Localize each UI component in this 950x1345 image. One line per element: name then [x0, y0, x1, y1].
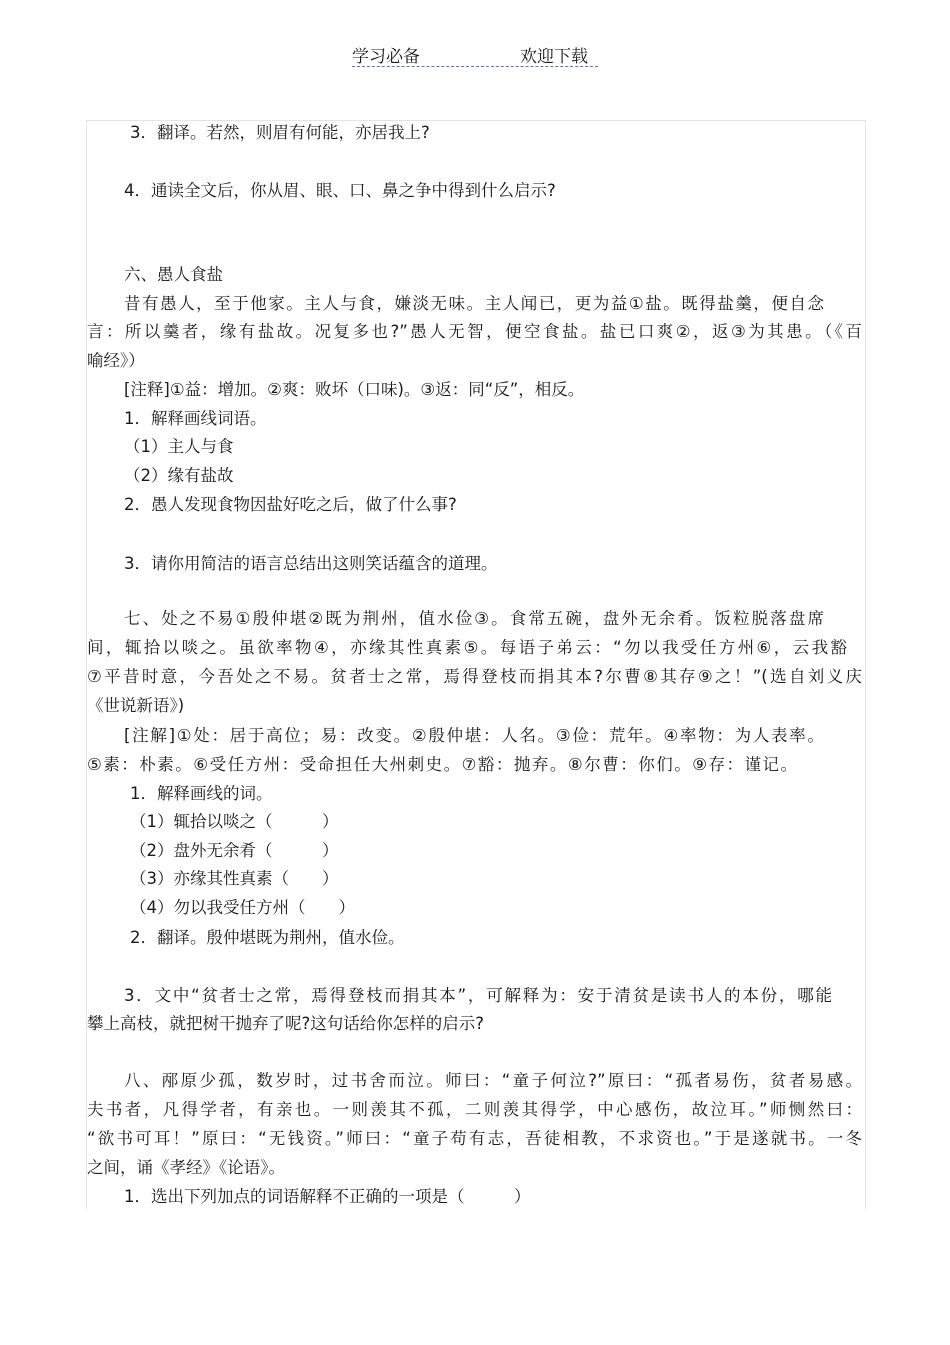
text-line: 3．翻译。若然，则眉有何能，亦居我上?	[130, 123, 430, 142]
text-line: 3．请你用简洁的语言总结出这则笑话蕴含的道理。	[124, 554, 498, 573]
text-line: 4．通读全文后，你从眉、眼、口、鼻之争中得到什么启示?	[124, 181, 556, 200]
text-line: 喻经》）	[87, 351, 145, 370]
text-line: 1．选出下列加点的词语解释不正确的一项是（ ）	[124, 1187, 531, 1206]
text-line: ⑦平昔时意，今吾处之不易。贫者士之常，焉得登枝而捐其本?尔曹⑧其存⑨之！”(选自刘义庆	[87, 667, 862, 686]
text-line: 六、愚人食盐	[124, 265, 223, 284]
text-line: 《世说新语》)	[87, 696, 185, 715]
text-line: 攀上高枝，就把树干抛弃了呢?这句话给你怎样的启示?	[87, 1014, 485, 1033]
text-line: 1．解释画线的词。	[130, 784, 273, 803]
text-line: （2）盘外无余肴（ ）	[130, 841, 339, 860]
text-line: 七、处之不易①殷仲堪②既为荆州，值水俭③。食常五碗，盘外无余肴。饭粒脱落盘席	[124, 609, 824, 628]
text-line: 2．愚人发现食物因盐好吃之后，做了什么事?	[124, 495, 457, 514]
text-line: 1．解释画线词语。	[124, 409, 267, 428]
text-line: “欲书可耳！”原曰：“无钱资。”师曰：“童子苟有志，吾徒相教，不求资也。”于是遂就书。一冬	[87, 1129, 862, 1148]
text-line: 3．文中“贫者士之常，焉得登枝而捐其本”，可解释为：安于清贫是读书人的本份，哪能	[124, 986, 832, 1005]
text-line: （2）缘有盐故	[124, 466, 234, 485]
text-line: 昔有愚人，至于他家。主人与食，嫌淡无味。主人闻已，更为益①盐。既得盐羹，便自念	[124, 294, 824, 313]
text-line: ⑤素：朴素。⑥受任方州：受命担任大州刺史。⑦豁：抛弃。⑧尔曹：你们。⑨存：谨记。	[87, 755, 797, 774]
text-line: 2．翻译。殷仲堪既为荆州，值水俭。	[130, 928, 405, 947]
text-line: [注释]①益：增加。②爽：败坏（口味)。③返：同“反”，相反。	[124, 380, 585, 399]
text-line: （1）辄拾以啖之（ ）	[130, 812, 339, 831]
text-line: （1）主人与食	[124, 437, 234, 456]
text-line: 间，辄拾以啖之。虽欲率物④，亦缘其性真素⑤。每语子弟云：“勿以我受任方州⑥，云我豁	[87, 638, 847, 657]
text-line: 夫书者，凡得学者，有亲也。一则羡其不孤，二则羡其得学，中心感伤，故泣耳。”师恻然曰：	[87, 1100, 862, 1119]
text-line: （4）勿以我受任方州（ ）	[130, 898, 355, 917]
text-line: （3）亦缘其性真素（ ）	[130, 869, 339, 888]
header-left-text: 学习必备	[352, 47, 420, 67]
text-line: 之间，诵《孝经》《论语》。	[87, 1158, 285, 1177]
page-header	[352, 40, 598, 67]
text-line: 言：所以羹者，缘有盐故。况复多也?”愚人无智，便空食盐。盐已口爽②，返③为其患。（《百	[87, 322, 862, 341]
text-line: 八、邴原少孤，数岁时，过书舍而泣。师曰：“童子何泣?”原曰：“孤者易伤，贫者易感。	[124, 1071, 862, 1090]
header-right-text: 欢迎下载	[520, 47, 588, 67]
text-line: [注解]①处：居于高位；易：改变。②殷仲堪：人名。③俭：荒年。④率物：为人表率。	[124, 726, 824, 745]
